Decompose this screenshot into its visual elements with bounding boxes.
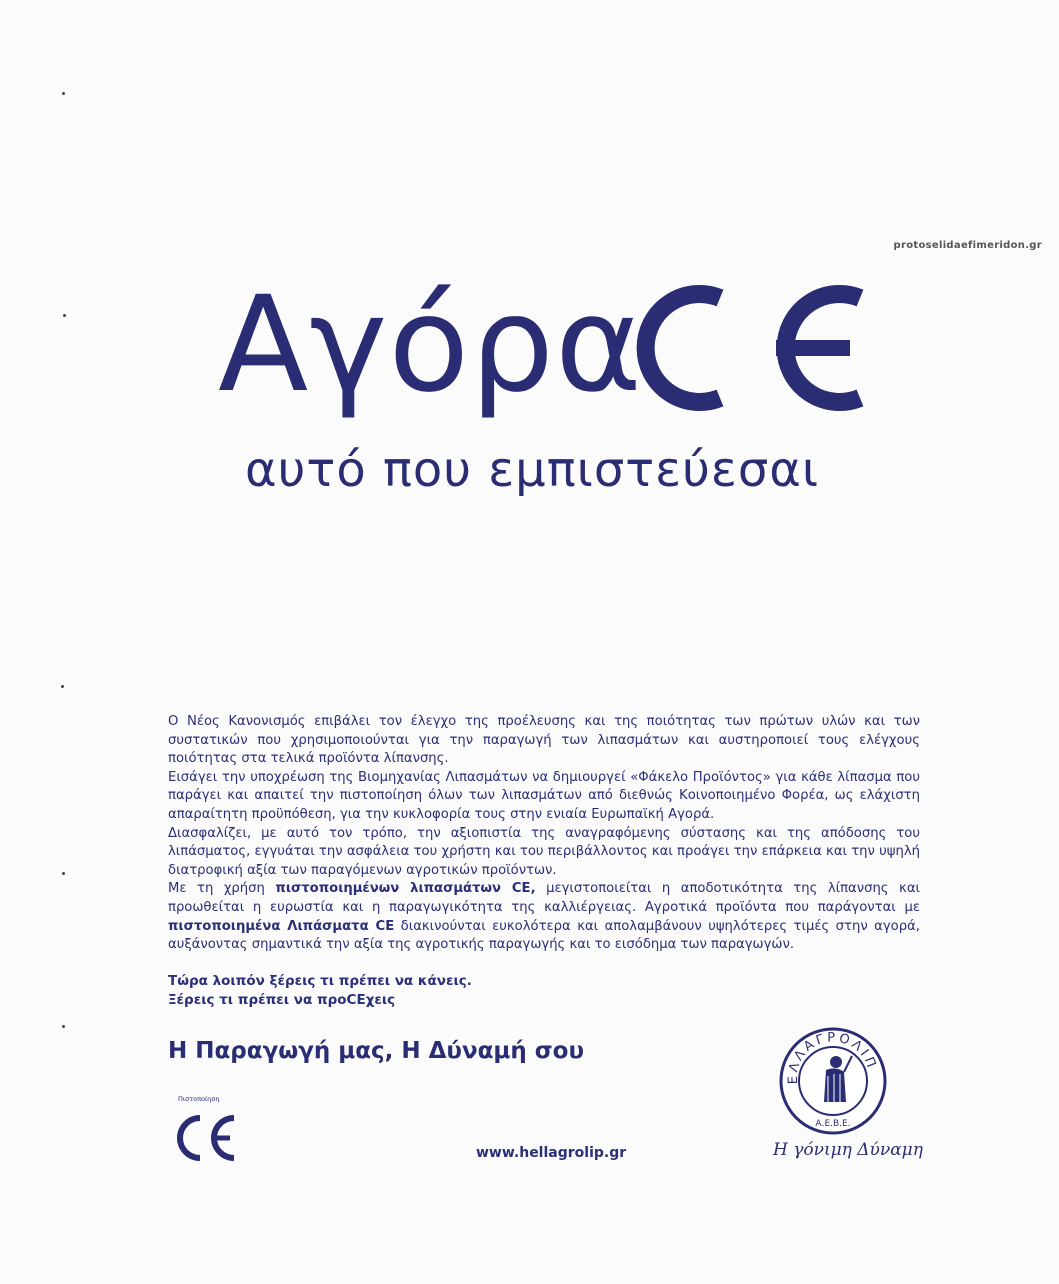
website-link[interactable]: www.hellagrolip.gr xyxy=(476,1145,627,1161)
scan-speck xyxy=(62,1025,65,1028)
scan-speck xyxy=(62,872,65,875)
seal-bottom-text: Α.Ε.Β.Ε. xyxy=(815,1119,851,1129)
cta-line-1: Τώρα λοιπόν ξέρεις τι πρέπει να κάνεις. xyxy=(168,973,472,989)
watermark: protoselidaefimeridon.gr xyxy=(893,240,1042,251)
tagline: αυτό που εμπιστεύεσαι xyxy=(245,442,820,498)
signature-slogan: Η γόνιμη Δύναμη xyxy=(773,1140,923,1160)
scan-speck xyxy=(61,685,64,688)
slogan: Η Παραγωγή μας, Η Δύναμή σου xyxy=(168,1038,584,1064)
hellagrolip-seal-icon xyxy=(778,1026,888,1136)
paragraph-1: Ο Νέος Κανονισμός επιβάλει τον έλεγχο της προέλευσης και της ποιότητας των πρώτων υλών και των συστατικών που χρησιμοποιούνται για την παραγωγή των λιπασμάτων και αυστηροποιεί τους ελέγχους ποιότητας στα τελικά προϊόντα λίπανσης. xyxy=(168,714,920,767)
seal-ring-text: ΕΛΛΑΓΡΟΛΙΠ xyxy=(785,1030,880,1085)
call-to-action xyxy=(168,972,668,1010)
ce-certification-icon xyxy=(170,1110,240,1166)
certification-label: Πιστοποίηση xyxy=(178,1095,220,1103)
paragraph-2: Εισάγει την υποχρέωση της Βιομηχανίας Λιπασμάτων να δημιουργεί «Φάκελο Προϊόντος» για κάθε λίπασμα που παράγει και απαιτεί την πιστοποίηση όλων των λιπασμάτων από διεθνώς Κοινοποιημένο Φορέα, ως ελάχιστη απαραίτητη προϋπόθεση, για την κυκλοφορία τους στην ενιαία Ευρωπαϊκή Αγορά. xyxy=(168,769,920,822)
paragraph-4: Με τη χρήση πιστοποιημένων λιπασμάτων CE, μεγιστοποιείται η αποδοτικότητα της λίπανσης και προωθείται η ευρωστία και η παραγωγικότητα της καλλιέργειας. Αγροτικά προϊόντα που παράγονται με πιστοποιημένα Λιπάσματα CE διακινούνται ευκολότερα και απολαμβάνουν υψηλότερες τιμές στην αγορά, αυξάνοντας σημαντικά την αξία της αγροτικής παραγωγής και το εισόδημα των παραγωγών. xyxy=(168,881,920,953)
scan-speck xyxy=(62,92,65,95)
scan-speck xyxy=(63,314,66,317)
headline-ce-mark xyxy=(0,0,1059,430)
body-text xyxy=(168,713,920,955)
cta-line-2: Ξέρεις τι πρέπει να προCEχεις xyxy=(168,992,396,1008)
headline-word: Αγόρα xyxy=(218,268,643,422)
paragraph-3: Διασφαλίζει, με αυτό τον τρόπο, την αξιοπιστία της αναγραφόμενης σύστασης και της απόδοσης του λιπάσματος, εγγυάται την ασφάλεια του χρήστη και του περιβάλλοντος και προάγει την επάρκεια και την υψηλή διατροφική αξία των παραγόμενων αγροτικών προϊόντων. xyxy=(168,825,920,878)
